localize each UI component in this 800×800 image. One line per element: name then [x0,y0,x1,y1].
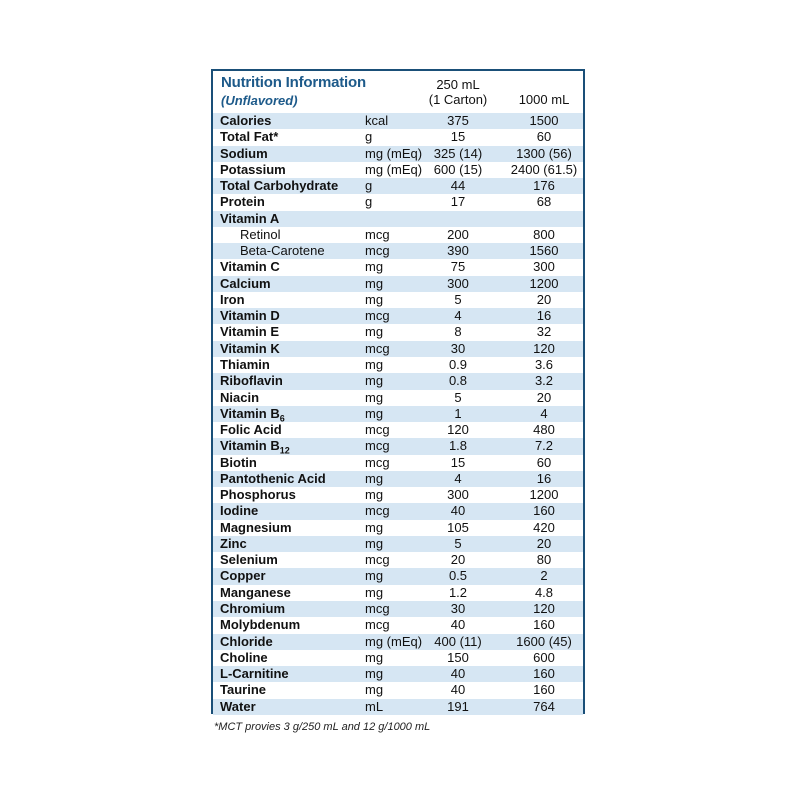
nutrient-name-text: Zinc [220,535,247,551]
table-row [213,227,583,243]
nutrient-name [220,308,280,324]
table-row [213,324,583,340]
value-250ml: 44 [450,178,466,194]
value-250ml: 0.9 [448,356,468,372]
value-250ml: 15 [450,129,466,145]
nutrient-unit: mcg [365,600,390,616]
nutrient-name [240,227,280,243]
nutrient-name-text: Sodium [220,145,268,161]
value-250ml: 150 [447,649,469,665]
nutrient-name-text: Niacin [220,389,260,405]
nutrient-name [220,341,280,357]
nutrient-unit: g [365,178,373,194]
value-1000ml: 800 [533,226,555,242]
table-row [213,194,583,210]
nutrient-unit: mcg [365,552,390,568]
value-250ml: 375 [447,113,469,128]
nutrient-name-text: Vitamin B [220,438,280,454]
table-row [213,650,583,666]
value-250ml: 200 [447,226,469,242]
nutrient-rows [213,113,583,715]
table-row [213,113,583,129]
value-250ml: 105 [447,519,469,535]
nutrient-name-text: Iron [220,291,245,307]
nutrient-name [220,194,265,210]
nutrient-name [220,487,296,503]
nutrient-unit: mcg [365,226,390,242]
nutrient-unit: mcg [365,243,390,259]
nutrient-unit: mg (mEq) [365,161,423,177]
value-1000ml: 1500 [529,113,559,128]
value-250ml: 1 [454,405,462,421]
nutrient-name-text: Phosphorus [220,487,296,503]
table-row [213,487,583,503]
nutrient-name-text: Protein [220,194,265,210]
value-250ml: 1.8 [448,438,468,454]
nutrient-unit: mcg [365,422,390,438]
value-1000ml: 3.2 [534,373,554,389]
value-1000ml: 120 [533,600,555,616]
value-1000ml: 20 [536,535,552,551]
table-row [213,699,583,715]
value-1000ml: 1600 (45) [516,633,572,649]
nutrient-name [220,146,268,162]
nutrient-name-text: Vitamin C [220,259,280,275]
nutrition-panel [211,69,585,714]
value-250ml: 300 [447,487,469,503]
nutrient-name [220,211,279,227]
value-250ml: 75 [450,259,466,275]
value-1000ml: 16 [536,470,552,486]
value-250ml: 300 [447,275,469,291]
value-250ml: 20 [450,552,466,568]
value-250ml: 600 (15) [433,161,483,177]
value-1000ml: 1200 [529,487,559,503]
nutrient-unit: mg [365,584,384,600]
nutrient-name-text: Choline [220,649,268,665]
table-row [213,601,583,617]
value-1000ml: 480 [533,422,555,438]
nutrient-name-text: Riboflavin [220,373,283,389]
nutrient-name [220,390,259,406]
nutrient-name-text: Chloride [220,633,273,649]
nutrient-name-text: Thiamin [220,356,270,372]
value-250ml: 4 [454,470,462,486]
table-row [213,243,583,259]
nutrient-unit: mL [365,698,384,714]
nutrient-name-text: Vitamin E [220,324,280,340]
nutrient-unit: mcg [365,617,390,633]
value-250ml: 30 [450,600,466,616]
value-250ml: 40 [450,617,466,633]
nutrient-name [220,455,257,471]
nutrient-unit: mg [365,568,384,584]
value-1000ml: 176 [533,178,555,194]
table-row [213,178,583,194]
table-row [213,471,583,487]
table-row [213,357,583,373]
nutrient-unit: g [365,194,373,210]
value-1000ml: 420 [533,519,555,535]
value-1000ml: 160 [533,682,555,698]
nutrient-name [220,585,291,601]
value-250ml: 0.5 [448,568,468,584]
nutrient-unit: mcg [365,340,390,356]
value-250ml: 17 [450,194,466,210]
nutrient-name [220,568,266,584]
column-header-1000ml: 1000 mL [518,92,570,107]
nutrient-name [220,324,279,340]
value-1000ml: 300 [533,259,555,275]
nutrient-name [220,129,278,145]
nutrient-name [220,276,271,292]
nutrient-name [220,162,286,178]
panel-subtitle: (Unflavored) [221,93,298,108]
nutrient-name [220,178,338,194]
nutrient-unit: mg [365,259,384,275]
nutrient-name [220,650,268,666]
nutrient-name [220,259,280,275]
nutrient-unit: kcal [365,113,389,128]
nutrient-unit: mg [365,324,384,340]
table-row [213,259,583,275]
value-250ml: 5 [454,389,462,405]
table-row [213,503,583,519]
nutrient-unit: mg [365,389,384,405]
value-250ml: 120 [447,422,469,438]
nutrient-name [220,373,283,389]
table-row [213,682,583,698]
nutrient-unit: mg [365,373,384,389]
value-250ml: 390 [447,243,469,259]
nutrient-unit: mg [365,405,384,421]
nutrient-name [220,617,300,633]
nutrient-name [220,520,292,536]
table-row [213,666,583,682]
nutrient-name-text: Folic Acid [220,422,282,438]
nutrient-name-text: Magnesium [220,519,292,535]
value-1000ml: 20 [536,389,552,405]
value-250ml: 40 [450,682,466,698]
table-row [213,308,583,324]
nutrient-subscript: 6 [279,413,285,424]
column-header-250ml: 250 mL [436,77,480,92]
nutrient-name [220,471,326,487]
value-250ml: 5 [454,291,462,307]
nutrient-name [220,552,278,568]
nutrient-name-text: Selenium [220,552,278,568]
table-row [213,211,583,227]
table-row [213,373,583,389]
value-1000ml: 600 [533,649,555,665]
nutrient-name-text: Chromium [220,600,285,616]
value-1000ml: 120 [533,340,555,356]
nutrient-name-text: Pantothenic Acid [220,470,326,486]
table-row [213,422,583,438]
nutrient-unit: mg [365,275,384,291]
value-1000ml: 4 [540,405,548,421]
nutrient-name [220,699,256,715]
value-1000ml: 160 [533,666,555,682]
value-250ml: 4 [454,308,462,324]
nutrient-unit: mcg [365,454,390,470]
value-250ml: 30 [450,340,466,356]
value-1000ml: 20 [536,291,552,307]
table-row [213,536,583,552]
nutrient-unit: mg [365,356,384,372]
nutrient-unit: g [365,129,373,145]
nutrient-name-text: Taurine [220,682,266,698]
table-row [213,438,583,454]
nutrient-unit: mcg [365,503,390,519]
nutrient-unit: mg (mEq) [365,145,423,161]
value-250ml: 0.8 [448,373,468,389]
nutrient-name-text: Total Fat* [220,129,279,145]
nutrient-name-text: Beta-Carotene [240,243,325,259]
nutrient-name [220,113,271,129]
value-1000ml: 60 [536,129,552,145]
value-250ml: 40 [450,503,466,519]
table-row [213,520,583,536]
panel-title: Nutrition Information [221,74,366,91]
nutrient-unit: mg [365,535,384,551]
nutrient-name-text: Water [220,698,256,714]
nutrient-subscript: 12 [279,445,290,456]
value-250ml: 5 [454,535,462,551]
value-1000ml: 60 [536,454,552,470]
nutrient-name [220,422,282,438]
table-row [213,585,583,601]
value-1000ml: 1300 (56) [516,145,572,161]
nutrient-unit: mg [365,649,384,665]
table-header [213,71,583,113]
value-1000ml: 7.2 [534,438,554,454]
nutrient-name-text: Vitamin B [220,405,280,421]
value-1000ml: 1200 [529,275,559,291]
value-1000ml: 68 [536,194,552,210]
value-250ml: 40 [450,666,466,682]
table-row [213,617,583,633]
footnote: *MCT provies 3 g/250 mL and 12 g/1000 mL [214,721,431,733]
nutrient-name-text: Vitamin K [220,340,280,356]
value-1000ml: 2 [540,568,548,584]
nutrient-name-text: Iodine [220,503,259,519]
nutrient-name [220,601,285,617]
nutrient-unit: mg [365,682,384,698]
nutrient-unit: mcg [365,308,390,324]
table-row [213,341,583,357]
nutrient-unit: mg [365,470,384,486]
value-250ml: 325 (14) [433,145,483,161]
nutrient-unit: mg [365,487,384,503]
nutrient-name [220,634,273,650]
nutrient-name-text: Vitamin A [220,210,280,226]
value-1000ml: 16 [536,308,552,324]
value-1000ml: 764 [533,698,555,714]
table-row [213,552,583,568]
value-250ml: 8 [454,324,462,340]
nutrient-name-text: Vitamin D [220,308,280,324]
nutrient-name-text: L-Carnitine [220,666,289,682]
table-row [213,406,583,422]
nutrient-name [220,292,245,308]
nutrient-name [220,357,270,373]
nutrient-name-text: Potassium [220,161,286,177]
value-250ml: 191 [447,698,469,714]
table-row [213,455,583,471]
value-1000ml: 32 [536,324,552,340]
value-1000ml: 1560 [529,243,559,259]
value-1000ml: 80 [536,552,552,568]
nutrient-name-text: Biotin [220,454,257,470]
table-row [213,568,583,584]
nutrient-name-text: Calories [220,113,272,128]
value-1000ml: 160 [533,503,555,519]
table-row [213,634,583,650]
nutrient-name [220,536,247,552]
value-1000ml: 4.8 [534,584,554,600]
table-row [213,292,583,308]
value-250ml: 1.2 [448,584,468,600]
nutrient-name [220,503,258,519]
value-1000ml: 2400 (61.5) [510,161,578,177]
nutrient-unit: mg [365,666,384,682]
nutrient-name [220,682,266,698]
nutrient-name [220,666,289,682]
nutrient-name-text: Manganese [220,584,291,600]
value-1000ml: 3.6 [534,356,554,372]
table-row [213,390,583,406]
nutrient-unit: mg (mEq) [365,633,423,649]
value-250ml: 15 [450,454,466,470]
nutrient-name-text: Retinol [240,226,281,242]
nutrient-name-text: Calcium [220,275,271,291]
table-row [213,276,583,292]
table-row [213,129,583,145]
value-1000ml: 160 [533,617,555,633]
column-header-carton: (1 Carton) [428,92,488,107]
nutrient-name-text: Total Carbohydrate [220,178,339,194]
nutrient-name-text: Molybdenum [220,617,301,633]
table-row [213,146,583,162]
table-row [213,162,583,178]
nutrient-unit: mcg [365,438,390,454]
value-250ml: 400 (11) [434,633,482,649]
nutrient-name [240,243,325,259]
nutrient-unit: mg [365,291,384,307]
nutrient-unit: mg [365,519,384,535]
nutrient-name-text: Copper [220,568,266,584]
